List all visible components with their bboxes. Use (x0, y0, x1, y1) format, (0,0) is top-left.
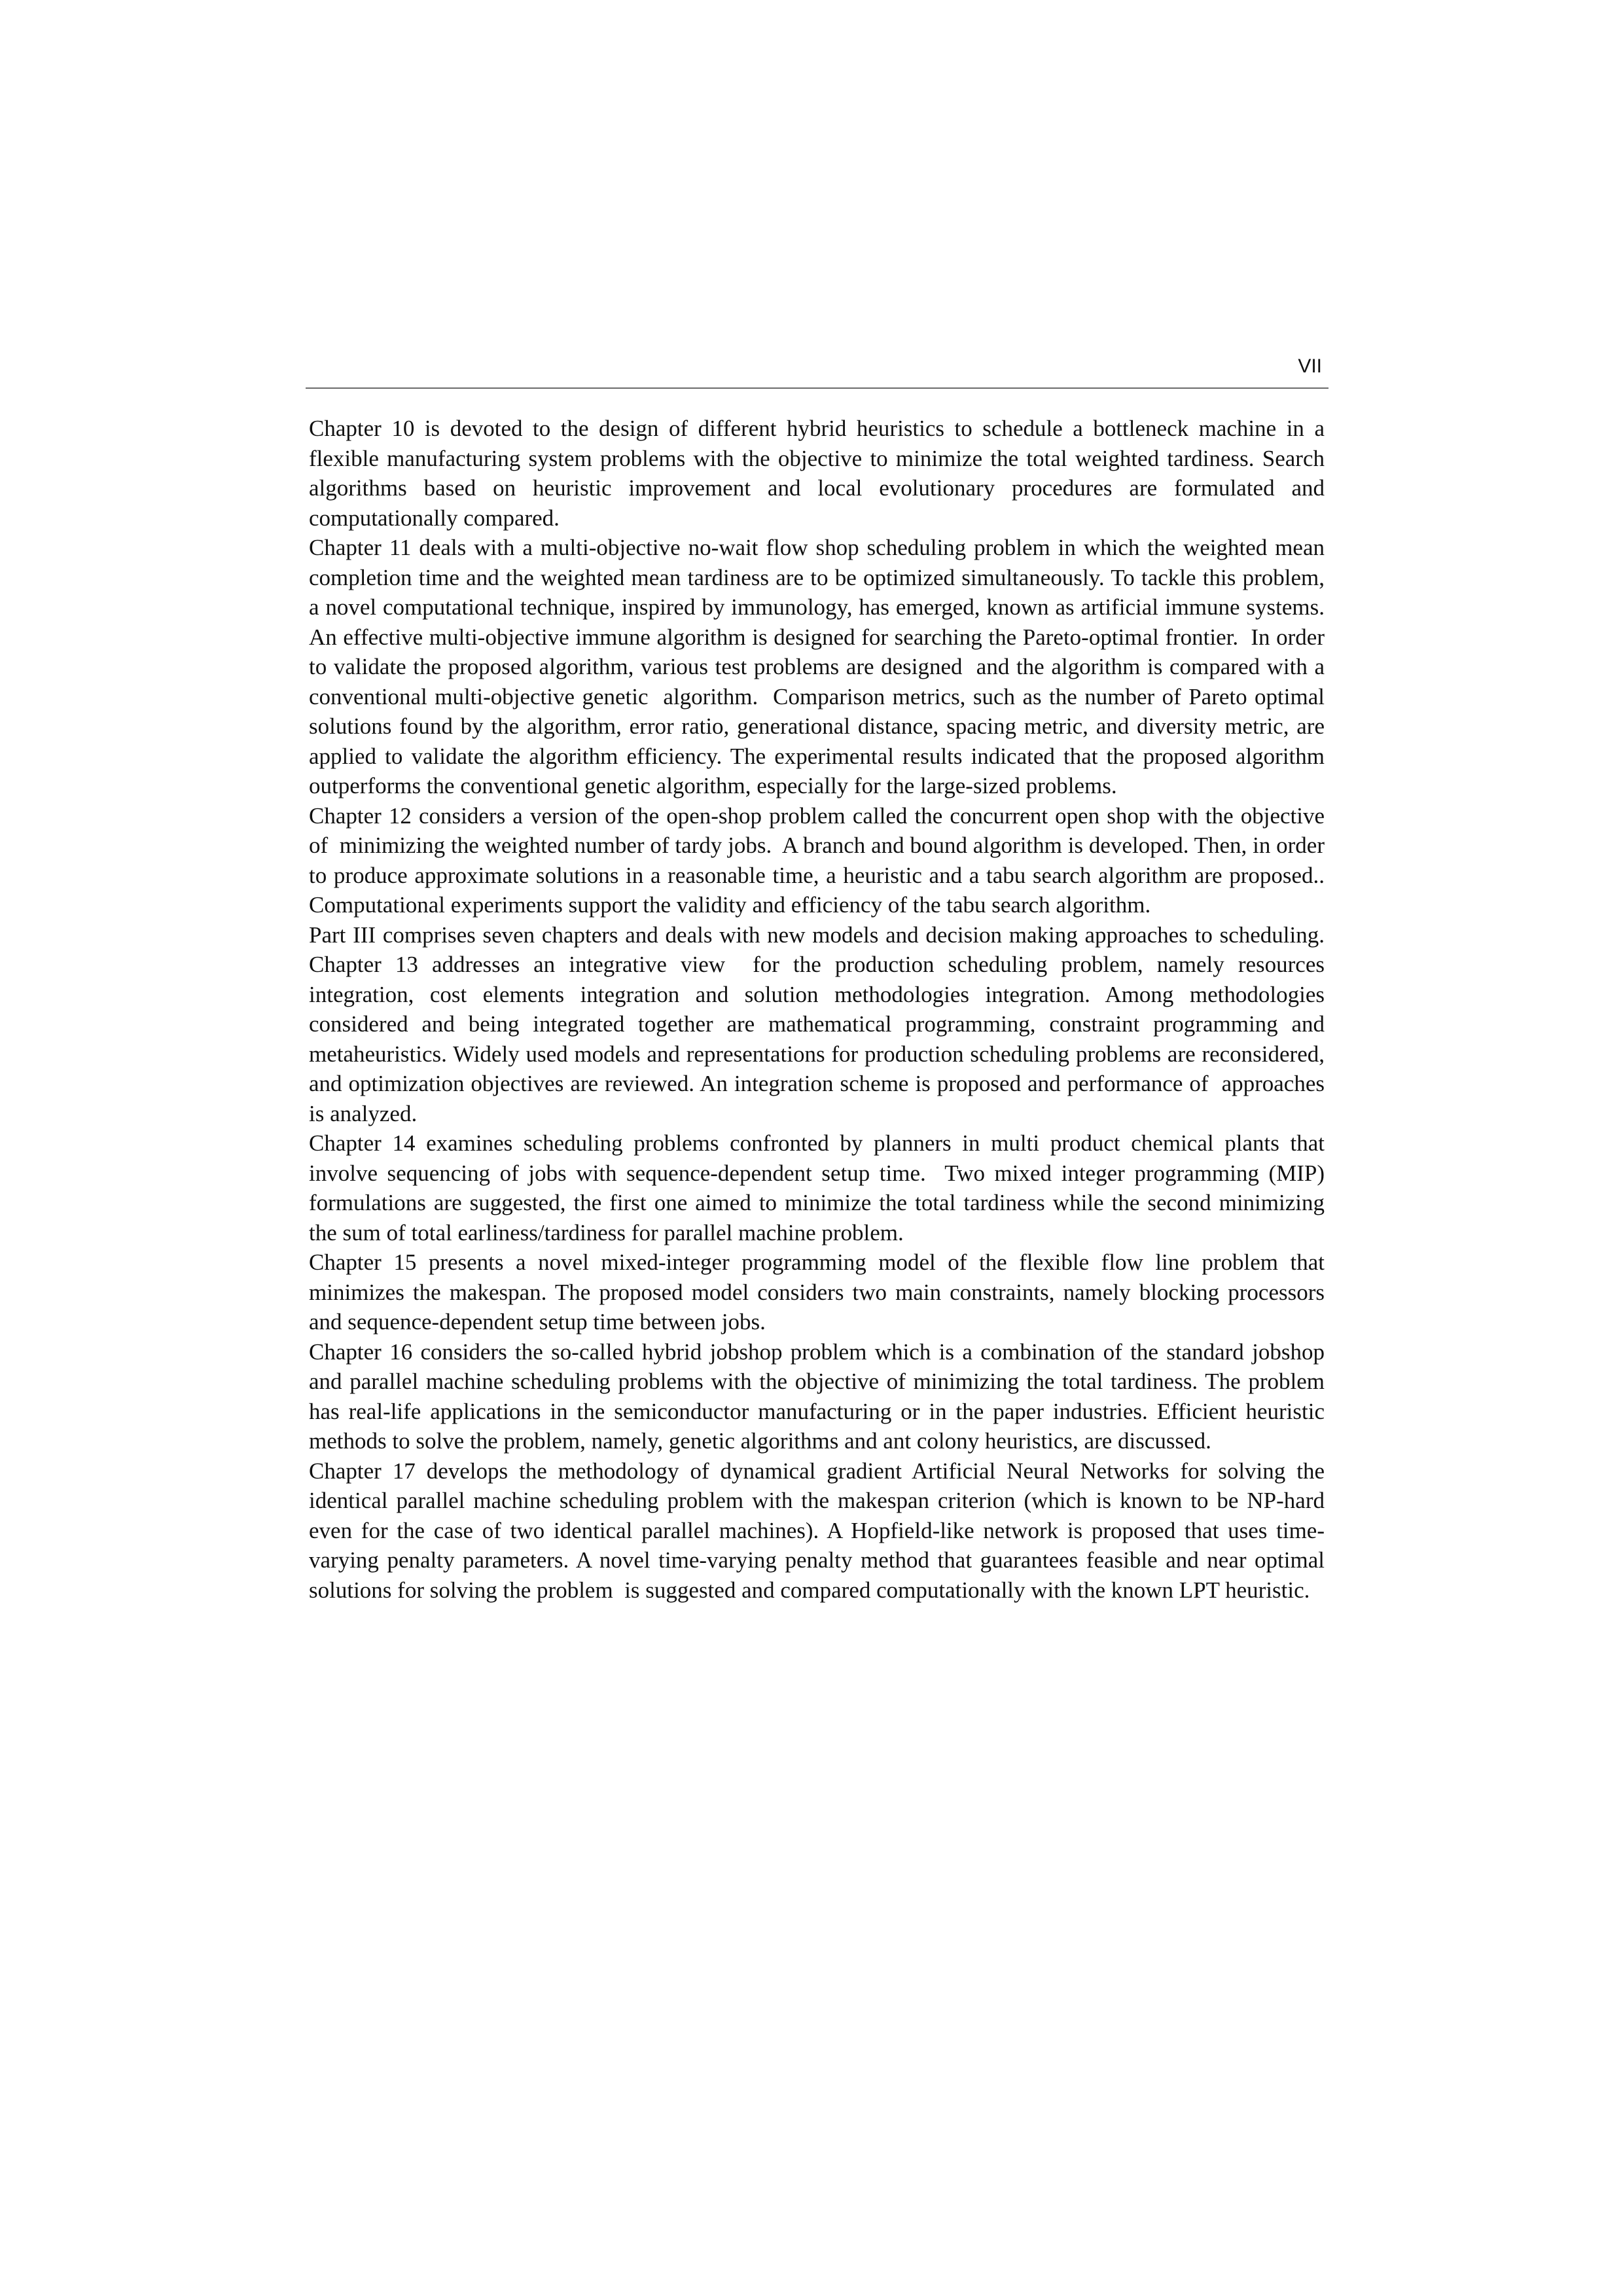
paragraph-chapter-15: Chapter 15 presents a novel mixed-integer programming model of the flexible flow line problem that minimizes the makespan. The proposed model considers two main constraints, namely blocking processors and sequence-dependent setup time between jobs. (309, 1249, 1330, 1335)
page-header (306, 353, 1329, 389)
paragraph-chapter-11: Chapter 11 deals with a multi-objective no-wait flow shop scheduling problem in which the weighted mean completion time and the weighted mean tardiness are to be optimized simultaneously. To tackle this problem, a novel computational technique, inspired by immunology, has emerged, known as artificial immune systems. An effective multi-objective immune algorithm is designed for searching the Pareto-optimal frontier. In order to validate the proposed algorithm, various test problems are designed and the algorithm is compared with a conventional multi-objective genetic algorithm. Comparison metrics, such as the number of Pareto optimal solutions found by the algorithm, error ratio, generational distance, spacing metric, and diversity metric, are applied to validate the algorithm efficiency. The experimental results indicated that the proposed algorithm outperforms the conventional genetic algorithm, especially for the large-sized problems. (309, 535, 1330, 798)
page-number: VII (1298, 355, 1322, 377)
body-text (309, 414, 1330, 1605)
paragraph-chapter-16: Chapter 16 considers the so-called hybrid jobshop problem which is a combination of the standard jobshop and parallel machine scheduling problems with the objective of minimizing the total tardiness. The problem has real-life applications in the semiconductor manufacturing or in the paper industries. Efficient heuristic methods to solve the problem, namely, genetic algorithms and ant colony heuristics, are discussed. (309, 1338, 1330, 1454)
paragraph-part-3-chapter-13: Part III comprises seven chapters and deals with new models and decision making approaches to scheduling. Chapter 13 addresses an integrative view for the production scheduling problem, namely resources integration, cost elements integration and solution methodologies integration. Among methodologies considered and being integrated together are mathematical programming, constraint programming and metaheuristics. Widely used models and representations for production scheduling problems are reconsidered, and optimization objectives are reviewed. An integration scheme is proposed and performance of approaches is analyzed. (309, 922, 1330, 1126)
paragraph-chapter-17: Chapter 17 develops the methodology of dynamical gradient Artificial Neural Networks for solving the identical parallel machine scheduling problem with the makespan criterion (which is known to be NP-hard even for the case of two identical parallel machines). A Hopfield-like network is proposed that uses time-varying penalty parameters. A novel time-varying penalty method that guarantees feasible and near optimal solutions for solving the problem is suggested and compared computationally with the known LPT heuristic. (309, 1458, 1330, 1603)
paragraph-chapter-12: Chapter 12 considers a version of the open-shop problem called the concurrent open shop with the objective of minimizing the weighted number of tardy jobs. A branch and bound algorithm is developed. Then, in order to produce approximate solutions in a reasonable time, a heuristic and a tabu search algorithm are proposed.. Computational experiments support the validity and efficiency of the tabu search algorithm. (309, 802, 1330, 918)
paragraph-chapter-10: Chapter 10 is devoted to the design of different hybrid heuristics to schedule a bottleneck machine in a flexible manufacturing system problems with the objective to minimize the total weighted tardiness. Search algorithms based on heuristic improvement and local evolutionary procedures are formulated and computationally compared. (309, 416, 1330, 531)
paragraph-chapter-14: Chapter 14 examines scheduling problems confronted by planners in multi product chemical plants that involve sequencing of jobs with sequence-dependent setup time. Two mixed integer programming (MIP) formulations are suggested, the first one aimed to minimize the total tardiness while the second minimizing the sum of total earliness/tardiness for parallel machine problem. (309, 1130, 1330, 1246)
